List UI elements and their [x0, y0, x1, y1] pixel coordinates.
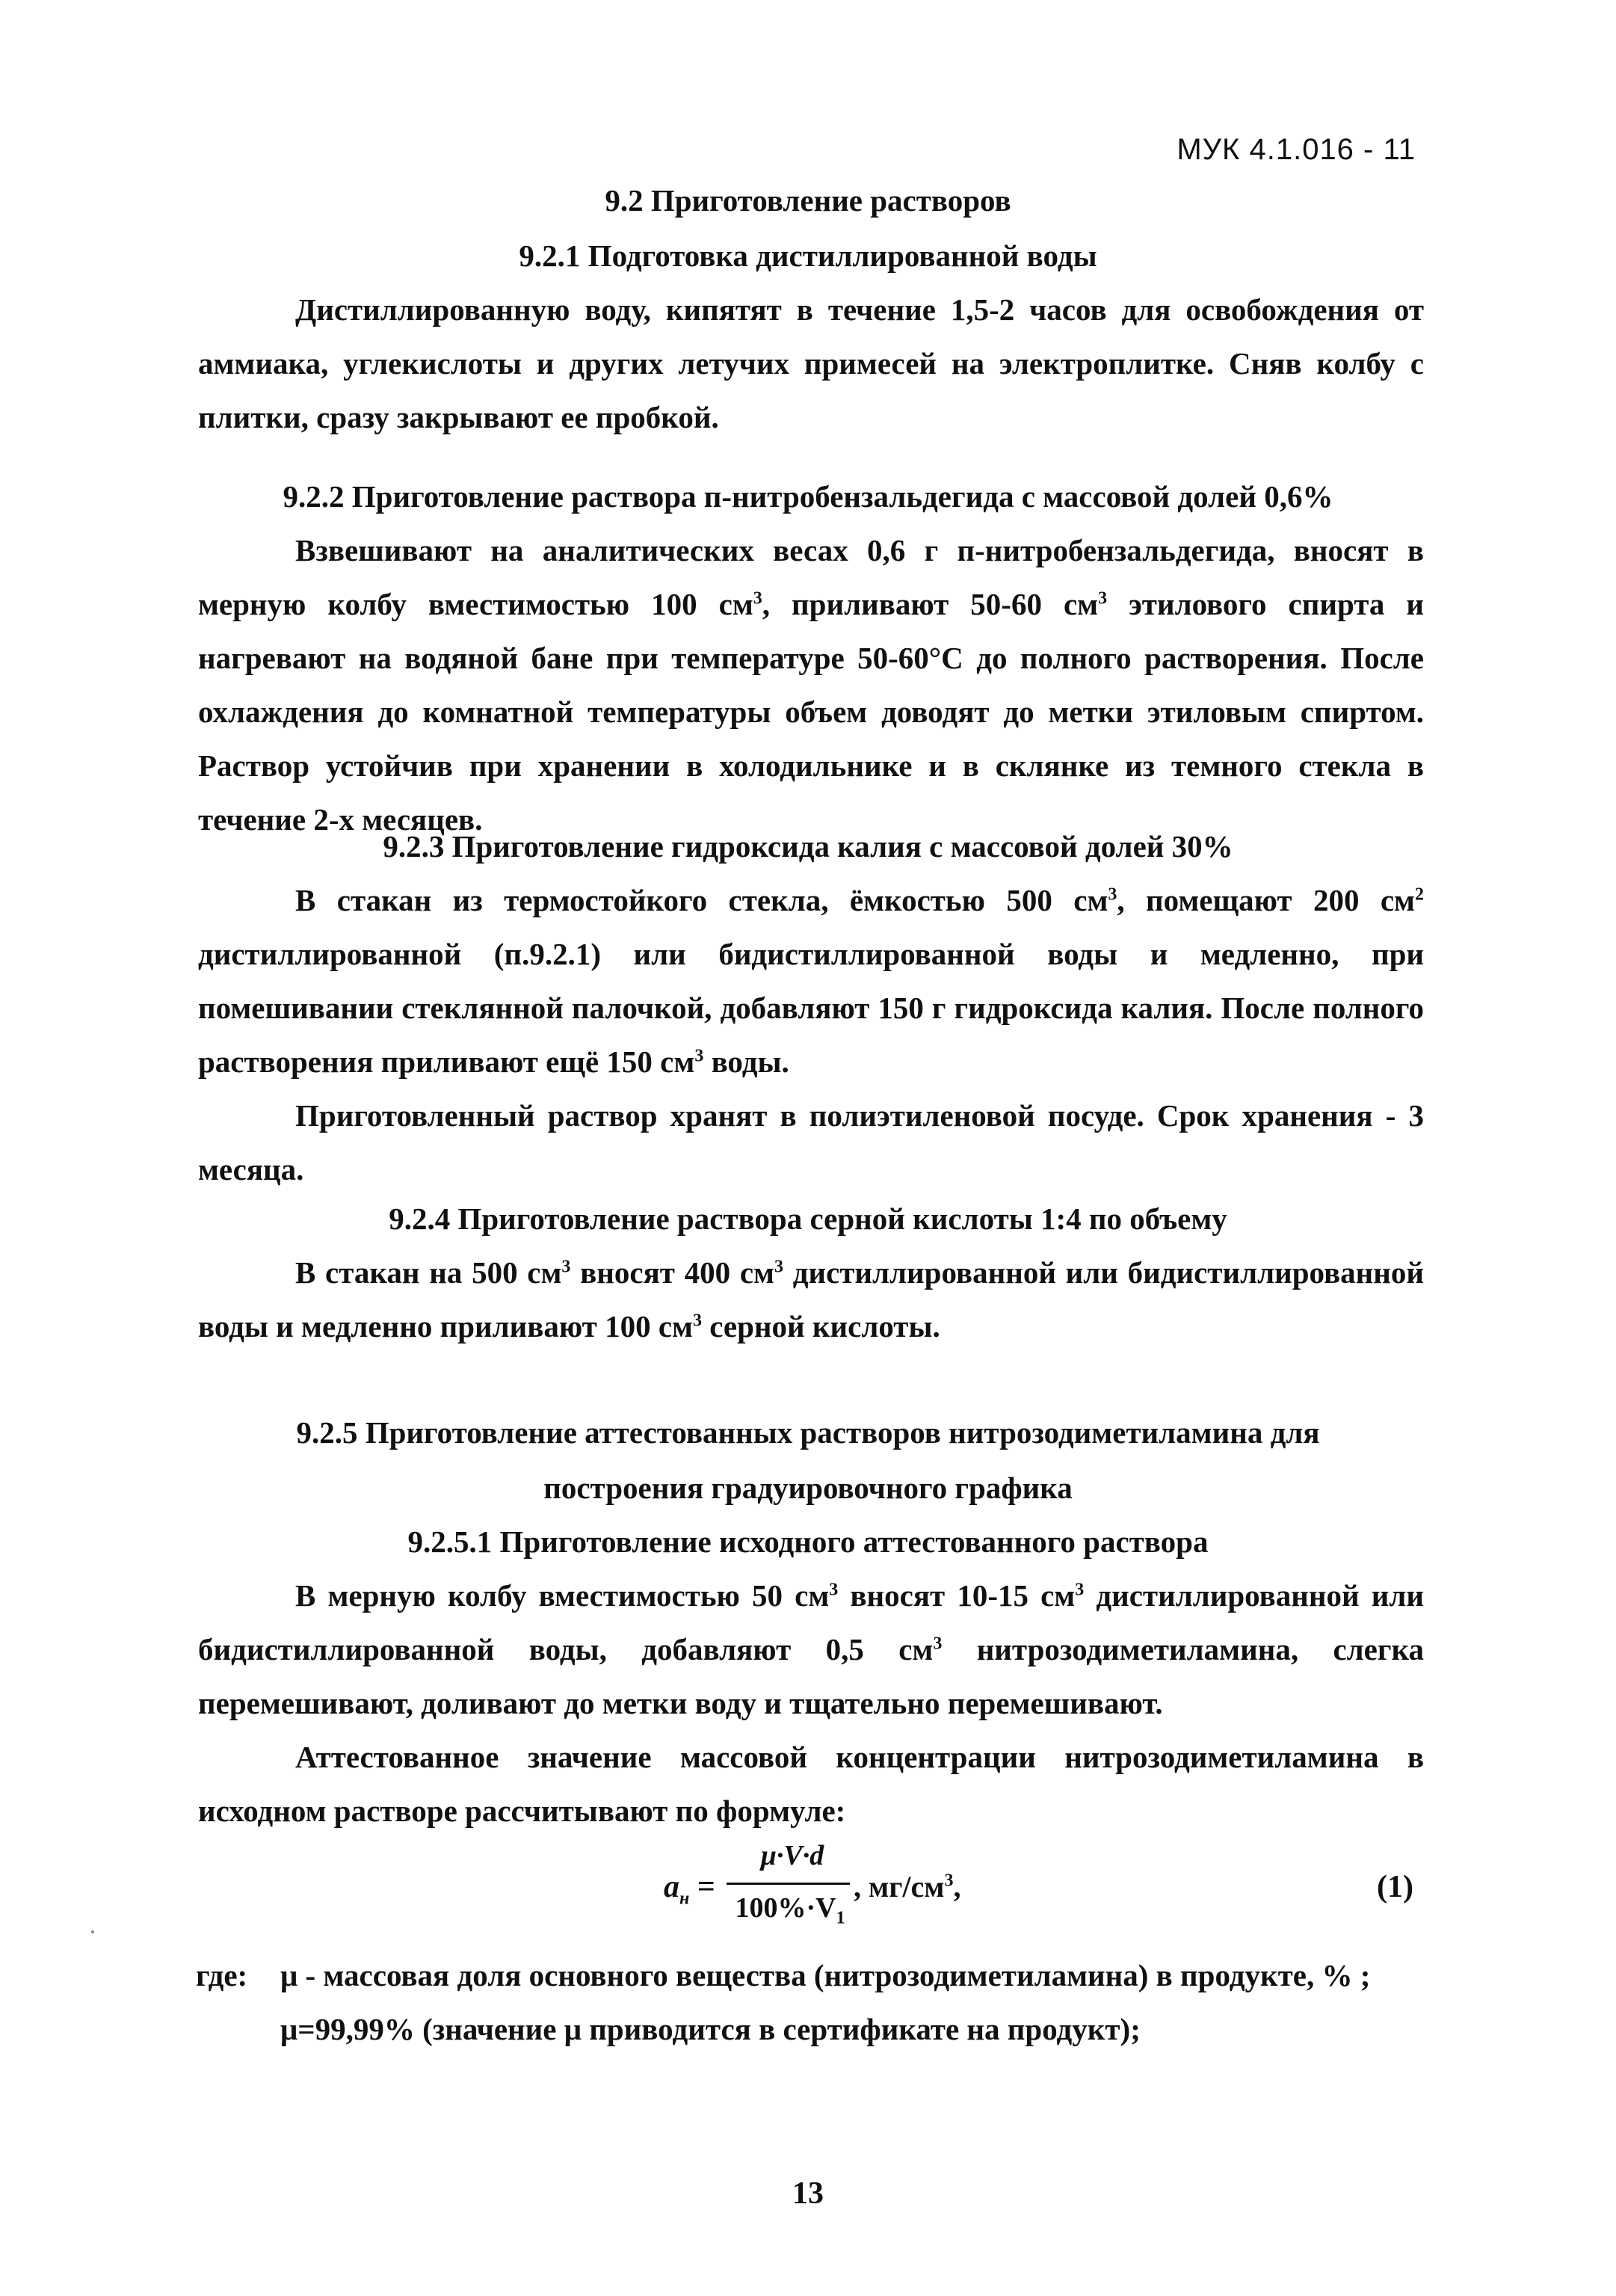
- formula-lhs: $a_н$ =: [664, 1870, 715, 1909]
- section-9-2-2-text: Взвешивают на аналитических весах 0,6 г п-нитробензальдегида, вносят в мерную колбу вместимостью 100 $см^3$, приливают 50-60 $см^3$ этилового спирта и нагревают на водяной бане при температуре 50-60°С до полного растворения. После охлаждения до комнатной температуры объем доводят до метки этиловым спиртом. Раствор устойчив при хранении в холодильнике и в склянке из темного стекла в течение 2-х месяцев.: [198, 533, 1424, 837]
- document-code: МУК 4.1.016 - 11: [1176, 133, 1416, 166]
- section-9-2-4-text: В стакан на 500 $см^3$ вносят 400 $см^3$ дистиллированной или бидистиллированной воды и медленно приливают 100 $см^3$ серной кислоты.: [198, 1255, 1424, 1344]
- formula-units: , $мг/см^3$,: [854, 1870, 961, 1903]
- margin-speck: [91, 1930, 94, 1933]
- formula-numerator: μ·V·d: [760, 1840, 824, 1871]
- section-9-2-1-text: Дистиллированную воду, кипятят в течение 1,5-2 часов для освобождения от аммиака, углекислоты и других летучих примесей на электроплитке. Сняв колбу с плитки, сразу закрывают ее пробкой.: [198, 292, 1424, 434]
- formula-number: (1): [1377, 1870, 1413, 1904]
- formula-fraction-bar: [727, 1883, 850, 1885]
- section-9-2-5-1-formula-intro: Аттестованное значение массовой концентрации нитрозодиметиламина в исходном растворе рассчитывают по формуле:: [198, 1740, 1424, 1828]
- section-9-2-4-title: 9.2.4 Приготовление раствора серной кислоты 1:4 по объему: [389, 1201, 1227, 1236]
- where-label: где:: [196, 1958, 248, 1992]
- section-9-2-title: 9.2 Приготовление растворов: [605, 183, 1011, 218]
- section-9-2-5-1-text: В мерную колбу вместимостью 50 $см^3$ вносят 10-15 $см^3$ дистиллированной или бидистиллированной воды, добавляют 0,5 $см^3$ нитрозодиметиламина, слегка перемешивают, доливают до метки воду и тщательно перемешивают.: [198, 1578, 1424, 1720]
- section-9-2-3-storage-text: Приготовленный раствор хранят в полиэтиленовой посуде. Срок хранения - 3 месяца.: [198, 1098, 1424, 1187]
- section-9-2-1-title: 9.2.1 Подготовка дистиллированной воды: [519, 238, 1097, 273]
- page-number: 13: [792, 2176, 824, 2211]
- section-9-2-5-1-title: 9.2.5.1 Приготовление исходного аттестованного раствора: [407, 1524, 1209, 1559]
- section-9-2-5-title-line1: 9.2.5 Приготовление аттестованных растворов нитрозодиметиламина для: [296, 1415, 1320, 1450]
- section-9-2-3-text: В стакан из термостойкого стекла, ёмкостью 500 $см^3$, помещают 200 $см^2$ дистиллированной (п.9.2.1) или бидистиллированной воды и медленно, при помешивании стеклянной палочкой, добавляют 150 г гидроксида калия. После полного растворения приливают ещё 150 $см^3$ воды.: [198, 883, 1424, 1079]
- section-9-2-5-title-line2: построения градуировочного графика: [543, 1471, 1073, 1505]
- section-9-2-2-title: 9.2.2 Приготовление раствора п-нитробензальдегида с массовой долей 0,6%: [283, 479, 1333, 514]
- formula-denominator: $100\%\cdot V_1$: [735, 1892, 845, 1928]
- section-9-2-3-title: 9.2.3 Приготовление гидроксида калия с массовой долей 30%: [383, 829, 1233, 864]
- where-line-2: μ=99,99% (значение μ приводится в сертификате на продукт);: [280, 2012, 1141, 2046]
- where-line-1: μ - массовая доля основного вещества (нитрозодиметиламина) в продукте, % ;: [280, 1958, 1371, 1992]
